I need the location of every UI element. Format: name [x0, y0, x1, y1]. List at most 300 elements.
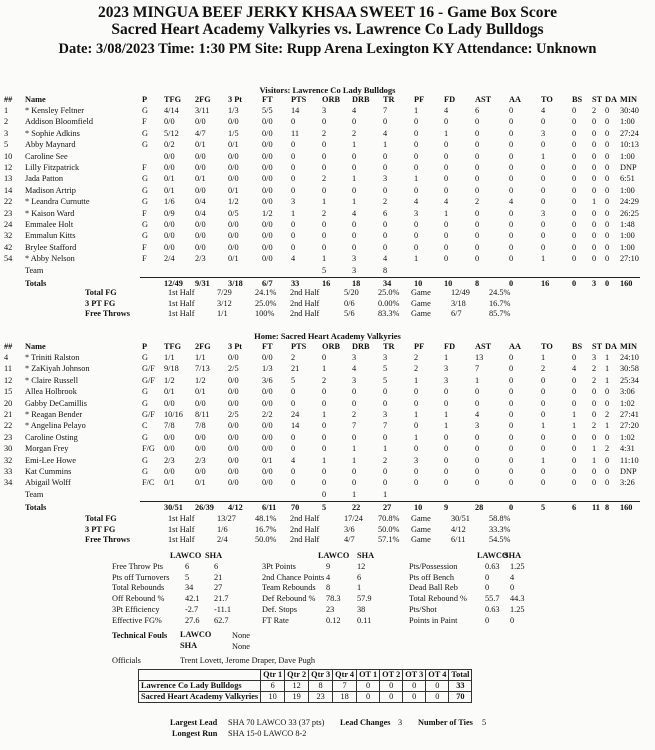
visitors-row-12-aa: 0 [509, 231, 514, 241]
visitors-row-1-drb: 4 [352, 106, 357, 115]
column-header-2fg: 2FG [195, 95, 211, 104]
home-row-13-name: Team [25, 489, 44, 499]
home-row-10-pos: G [142, 455, 148, 465]
team-stat-lawco-value: 8 [326, 583, 331, 593]
visitors-split-3-5: 5/6 [344, 309, 355, 318]
home-split-2-5: 3/6 [344, 524, 355, 534]
visitors-row-11-pf: 0 [414, 220, 419, 229]
home-row-8-name: Caroline Osting [25, 432, 78, 442]
home-row-3-tr: 5 [383, 375, 388, 385]
visitors-row-9-pf: 4 [414, 197, 419, 207]
visitors-row-12-st: 0 [592, 231, 597, 241]
visitors-totals-3pt: 3/18 [228, 279, 243, 288]
home-row-6-orb: 1 [322, 410, 327, 419]
visitors-row-4-tfg: 0/2 [164, 140, 175, 150]
visitors-row-4-3pt: 0/1 [228, 140, 239, 150]
visitors-row-5-fd: 0 [444, 151, 449, 161]
visitors-row-7-pos: G [142, 174, 148, 184]
visitors-row-11-num: 24 [4, 220, 13, 229]
team-stat-lawco-value: 9 [326, 562, 331, 571]
score-cell: 7 [333, 681, 357, 692]
visitors-row-14-drb: 3 [352, 254, 357, 264]
home-row-8-bs: 0 [572, 432, 577, 442]
visitors-row-12-tr: 0 [383, 231, 388, 241]
visitors-row-1-num: 1 [4, 106, 9, 115]
home-row-11-fd: 0 [444, 467, 449, 476]
home-row-9-min: 4:31 [620, 444, 635, 454]
home-row-11-aa: 0 [509, 467, 514, 476]
home-row-6-to: 0 [541, 410, 546, 419]
visitors-row-6-st: 0 [592, 163, 597, 172]
visitors-row-3-tr: 4 [383, 128, 388, 138]
home-row-3-pts: 5 [291, 375, 296, 385]
home-row-3-3pt: 0/0 [228, 375, 239, 385]
visitors-row-13-name: Brylee Stafford [25, 242, 77, 252]
home-row-9-ast: 0 [475, 444, 480, 454]
visitors-row-9-drb: 1 [352, 197, 357, 207]
home-row-8-st: 0 [592, 432, 597, 442]
score-cell: 0 [426, 681, 449, 692]
home-totals-da: 8 [605, 503, 610, 513]
visitors-row-13-aa: 0 [509, 242, 514, 252]
home-totals-min: 160 [620, 503, 633, 513]
home-row-12-name: Abigail Wolff [25, 478, 71, 488]
visitors-row-2-pos: F [142, 117, 147, 127]
home-row-3-num: 12 [4, 375, 13, 385]
visitors-row-6-name: Lilly Fitzpatrick [25, 163, 80, 172]
home-split-2-6: 50.0% [378, 524, 400, 534]
visitors-split-3-3: 100% [255, 309, 275, 318]
visitors-row-5-tr: 0 [383, 151, 388, 161]
score-cell: Qtr 4 [333, 670, 357, 681]
home-row-4-pf: 0 [414, 387, 419, 397]
visitors-row-4-st: 0 [592, 140, 597, 150]
visitors-row-6-tfg: 0/0 [164, 163, 175, 172]
visitors-row-4-orb: 0 [322, 140, 327, 150]
home-totals-name: Totals [25, 503, 47, 513]
home-row-3-name: * Claire Russell [25, 375, 79, 385]
visitors-row-12-orb: 0 [322, 231, 327, 241]
team-stat-sha-value: 27 [214, 583, 223, 593]
visitors-row-9-fd: 4 [444, 197, 449, 207]
visitors-row-11-drb: 0 [352, 220, 357, 229]
visitors-row-3-name: * Sophie Adkins [25, 128, 80, 138]
visitors-shooting-splits [0, 288, 655, 320]
visitors-row-6-bs: 0 [572, 163, 577, 172]
visitors-split-3-6: 83.3% [378, 309, 400, 318]
visitors-row-8-fd: 0 [444, 185, 449, 195]
team-stat-sha-value: -11.1 [214, 604, 231, 614]
home-row-4-fd: 0 [444, 387, 449, 397]
visitors-row-2-orb: 0 [322, 117, 327, 127]
column-header-st: ST [592, 95, 603, 104]
visitors-row-13-ft: 0/0 [262, 242, 273, 252]
visitors-row-1-pf: 1 [414, 106, 419, 115]
quarter-row [139, 681, 472, 692]
visitors-row-10-3pt: 0/5 [228, 208, 239, 218]
team-stat-sha-value: 21 [214, 572, 223, 582]
team-stats-head-1-2: SHA [205, 551, 223, 560]
home-row-5-3pt: 0/0 [228, 398, 239, 408]
home-row-2-ft: 1/3 [262, 364, 273, 374]
home-totals-st: 11 [592, 503, 600, 513]
visitors-row-5-bs: 0 [572, 151, 577, 161]
home-row-1-tr: 3 [383, 353, 388, 362]
visitors-row-10-to: 3 [541, 208, 546, 218]
home-row-2-st: 2 [592, 364, 597, 374]
home-row-10-name: Emi-Lee Howe [25, 455, 76, 465]
column-header-st: ST [592, 342, 603, 351]
team-stats-head-1-1: LAWCO [170, 551, 202, 560]
visitors-row-7-pf: 1 [414, 174, 419, 184]
home-row-6-pos: G/F [142, 410, 155, 419]
home-row-5-st: 0 [592, 398, 597, 408]
visitors-row-3-to: 3 [541, 128, 546, 138]
visitors-row-10-aa: 0 [509, 208, 514, 218]
home-row-11-num: 33 [4, 467, 13, 476]
home-stats-table [0, 342, 655, 512]
visitors-row-4-fd: 0 [444, 140, 449, 150]
visitors-row-8-drb: 0 [352, 185, 357, 195]
home-split-3-5: 4/7 [344, 535, 355, 544]
visitors-row-5-to: 1 [541, 151, 546, 161]
home-row-8-num: 23 [4, 432, 13, 442]
column-header-tfg: TFG [164, 95, 182, 104]
visitors-row-9-num: 22 [4, 197, 13, 207]
team-stat-sha-value: 21.7 [214, 594, 229, 604]
visitors-row-4-pos: G [142, 140, 148, 150]
visitors-row-10-tr: 6 [383, 208, 388, 218]
home-row-10-tfg: 2/3 [164, 455, 175, 465]
visitors-row-6-tr: 0 [383, 163, 388, 172]
visitors-row-1-ft: 5/5 [262, 106, 273, 115]
home-row-1-pf: 2 [414, 353, 419, 362]
home-row-9-ft: 0/0 [262, 444, 273, 454]
home-totals-to: 5 [541, 503, 546, 513]
home-row-5-orb: 0 [322, 398, 327, 408]
column-header-pf: PF [414, 342, 425, 351]
team-stat-lawco-value: 23 [326, 604, 335, 614]
visitors-split-3-9: 85.7% [489, 309, 511, 318]
column-header-tfg: TFG [164, 342, 182, 351]
home-row-13-drb: 1 [352, 489, 357, 499]
team-stat-label: Team Rebounds [262, 583, 316, 593]
visitors-row-5-ast: 0 [475, 151, 480, 161]
home-row-3-aa: 0 [509, 375, 514, 385]
technical-fouls-sha-value: None [232, 642, 250, 651]
visitors-row-14-3pt: 0/1 [228, 254, 239, 264]
visitors-row-11-fd: 0 [444, 220, 449, 229]
home-row-10-bs: 0 [572, 455, 577, 465]
lead-changes-value: 3 [398, 718, 403, 727]
home-row-5-aa: 0 [509, 398, 514, 408]
home-row-4-3pt: 0/0 [228, 387, 239, 397]
visitors-split-1-0: Total FG [85, 288, 117, 297]
visitors-row-3-pf: 0 [414, 128, 419, 138]
team-stat-label: FT Rate [262, 615, 289, 625]
score-cell: 12 [285, 681, 309, 692]
visitors-row-9-da: 0 [605, 197, 610, 207]
team-stat-label: Def Rebound % [262, 594, 316, 604]
home-row-3-tfg: 1/2 [164, 375, 175, 385]
page-title: 2023 MINGUA BEEF JERKY KHSAA SWEET 16 - Game Box Score [97, 4, 557, 21]
visitors-row-13-to: 0 [541, 242, 546, 252]
home-row-11-drb: 0 [352, 467, 357, 476]
home-row-4-2fg: 0/1 [195, 387, 206, 397]
home-row-11-2fg: 0/0 [195, 467, 206, 476]
home-row-5-da: 0 [605, 398, 610, 408]
home-row-9-orb: 0 [322, 444, 327, 454]
visitors-row-2-to: 0 [541, 117, 546, 127]
home-row-1-min: 24:10 [620, 353, 639, 362]
visitors-row-14-pf: 1 [414, 254, 419, 264]
technical-fouls-lawco-label: LAWCO [180, 630, 212, 639]
visitors-row-14-tfg: 2/4 [164, 254, 175, 264]
home-split-3-2: 2/4 [217, 535, 228, 544]
visitors-row-15-drb: 3 [352, 265, 357, 275]
team-stat-label: Effective FG% [112, 615, 162, 625]
home-row-9-drb: 1 [352, 444, 357, 454]
home-row-11-name: Kat Cummins [25, 467, 72, 476]
column-header-2fg: 2FG [195, 342, 211, 351]
visitors-row-4-pts: 0 [291, 140, 296, 150]
visitors-row-12-pts: 0 [291, 231, 296, 241]
visitors-totals-tfg: 12/49 [164, 279, 183, 288]
visitors-totals-aa: 0 [509, 279, 514, 288]
column-header-ft: FT [262, 342, 273, 351]
visitors-split-3-0: Free Throws [85, 309, 130, 318]
visitors-row-10-bs: 0 [572, 208, 577, 218]
visitors-totals-2fg: 9/31 [195, 279, 210, 288]
visitors-row-7-da: 0 [605, 174, 610, 184]
visitors-row-8-name: Madison Artrip [25, 185, 76, 195]
home-row-11-tr: 0 [383, 467, 388, 476]
largest-lead-value: SHA 70 LAWCO 33 (37 pts) [228, 718, 325, 727]
visitors-row-13-2fg: 0/0 [195, 242, 206, 252]
home-split-1-7: Game [411, 514, 431, 523]
visitors-totals-tr: 34 [383, 279, 392, 288]
visitors-row-1-ast: 6 [475, 106, 480, 115]
visitors-totals-st: 3 [592, 279, 597, 288]
home-row-1-orb: 0 [322, 353, 327, 362]
visitors-row-7-min: 6:51 [620, 174, 635, 184]
team-stat-lawco-value: 0.63 [485, 604, 500, 614]
column-header-ft: FT [262, 95, 273, 104]
home-row-6-min: 27:41 [620, 410, 639, 419]
home-split-1-3: 48.1% [255, 514, 277, 523]
column-header-fd: FD [444, 95, 456, 104]
home-row-6-aa: 0 [509, 410, 514, 419]
score-cell: Qtr 3 [309, 670, 333, 681]
quarter-row [139, 692, 472, 703]
visitors-row-14-tr: 4 [383, 254, 388, 264]
home-row-12-bs: 0 [572, 478, 577, 488]
visitors-row-12-name: Emmalun Kitts [25, 231, 76, 241]
home-row-4-aa: 0 [509, 387, 514, 397]
visitors-row-8-3pt: 0/1 [228, 185, 239, 195]
visitors-totals-da: 0 [605, 279, 610, 288]
visitors-row-9-orb: 1 [322, 197, 327, 207]
home-row-9-da: 2 [605, 444, 610, 454]
visitors-row-3-pts: 11 [291, 128, 299, 138]
home-row-7-drb: 7 [352, 421, 357, 431]
home-totals-3pt: 4/12 [228, 503, 243, 513]
visitors-row-13-orb: 0 [322, 242, 327, 252]
totals-rule [140, 501, 640, 502]
home-split-1-6: 70.8% [378, 514, 400, 523]
home-row-8-min: 1:02 [620, 432, 635, 442]
home-row-3-drb: 3 [352, 375, 357, 385]
game-info: Date: 3/08/2023 Time: 1:30 PM Site: Rupp Arena Lexington KY Attendance: Unknown [58, 41, 597, 57]
visitors-split-1-7: Game [411, 288, 431, 297]
visitors-row-3-orb: 2 [322, 128, 327, 138]
column-header-name: Name [25, 95, 46, 104]
visitors-split-1-2: 7/29 [217, 288, 232, 297]
column-header-3pt: 3 Pt [228, 95, 243, 104]
home-row-2-to: 2 [541, 364, 546, 374]
visitors-row-2-da: 0 [605, 117, 610, 127]
column-header-fd: FD [444, 342, 456, 351]
visitors-row-6-num: 12 [4, 163, 13, 172]
visitors-totals-drb: 18 [352, 279, 361, 288]
home-row-10-3pt: 0/0 [228, 455, 239, 465]
visitors-row-9-bs: 0 [572, 197, 577, 207]
visitors-row-9-to: 0 [541, 197, 546, 207]
visitors-row-10-st: 0 [592, 208, 597, 218]
visitors-row-3-st: 0 [592, 128, 597, 138]
home-row-7-num: 22 [4, 421, 13, 431]
visitors-row-9-ast: 2 [475, 197, 480, 207]
visitors-row-1-name: * Kensley Feltner [25, 106, 84, 115]
home-row-1-st: 3 [592, 353, 597, 362]
home-split-1-5: 17/24 [344, 514, 363, 523]
visitors-row-7-2fg: 0/1 [195, 174, 206, 184]
visitors-row-6-orb: 0 [322, 163, 327, 172]
visitors-row-2-tfg: 0/0 [164, 117, 175, 127]
home-row-7-ft: 0/0 [262, 421, 273, 431]
visitors-row-4-aa: 0 [509, 140, 514, 150]
visitors-row-15-orb: 5 [322, 265, 327, 275]
visitors-row-1-st: 2 [592, 106, 597, 115]
home-shooting-splits [0, 514, 655, 546]
team-stat-lawco-value: 34 [185, 583, 194, 593]
home-row-10-fd: 0 [444, 455, 449, 465]
home-row-8-drb: 0 [352, 432, 357, 442]
visitors-row-12-num: 32 [4, 231, 13, 241]
home-split-3-8: 6/11 [451, 535, 466, 544]
team-stat-label: 3Pt Efficiency [112, 604, 160, 614]
visitors-row-8-st: 0 [592, 185, 597, 195]
visitors-row-5-drb: 0 [352, 151, 357, 161]
team-stat-lawco-value: 27.6 [185, 615, 200, 625]
visitors-row-3-ft: 0/0 [262, 128, 273, 138]
home-split-1-9: 58.8% [489, 514, 511, 523]
home-row-7-2fg: 7/8 [195, 421, 206, 431]
home-row-3-min: 25:34 [620, 375, 639, 385]
home-row-3-bs: 0 [572, 375, 577, 385]
home-row-4-name: Allea Holbrook [25, 387, 77, 397]
home-row-1-pos: G [142, 353, 148, 362]
home-row-8-to: 0 [541, 432, 546, 442]
home-row-11-st: 0 [592, 467, 597, 476]
visitors-row-4-2fg: 0/1 [195, 140, 206, 150]
home-row-7-min: 27:20 [620, 421, 639, 431]
technical-fouls-lawco-value: None [232, 631, 250, 640]
home-row-5-num: 20 [4, 398, 13, 408]
number-of-ties-value: 5 [482, 718, 487, 727]
home-row-11-3pt: 0/0 [228, 467, 239, 476]
visitors-row-10-pf: 3 [414, 208, 419, 218]
home-row-5-pts: 0 [291, 398, 296, 408]
home-row-7-pos: C [142, 421, 148, 431]
column-header-ast: AST [475, 342, 492, 351]
visitors-row-14-fd: 0 [444, 254, 449, 264]
visitors-row-11-ast: 0 [475, 220, 480, 229]
visitors-row-7-name: Jada Patton [25, 174, 64, 184]
visitors-row-12-2fg: 0/0 [195, 231, 206, 241]
visitors-row-3-drb: 2 [352, 128, 357, 138]
visitors-row-13-da: 0 [605, 242, 610, 252]
visitors-totals-bs: 0 [572, 279, 577, 288]
home-row-12-ast: 0 [475, 478, 480, 488]
home-row-7-3pt: 0/0 [228, 421, 239, 431]
home-row-11-bs: 0 [572, 467, 577, 476]
home-row-7-tfg: 7/8 [164, 421, 175, 431]
home-row-11-min: DNP [620, 467, 637, 476]
home-row-10-ast: 0 [475, 455, 480, 465]
visitors-row-8-ft: 0/0 [262, 185, 273, 195]
team-stat-label: Points in Paint [409, 615, 458, 625]
visitors-row-3-min: 27:24 [620, 128, 639, 138]
column-header-num: ## [4, 95, 13, 104]
home-row-1-pts: 2 [291, 353, 296, 362]
home-row-2-tfg: 9/18 [164, 364, 179, 374]
home-row-2-da: 1 [605, 364, 610, 374]
home-row-4-drb: 0 [352, 387, 357, 397]
column-header-da: DA [605, 342, 617, 351]
visitors-row-11-bs: 0 [572, 220, 577, 229]
team-stat-lawco-value: 6 [185, 562, 190, 571]
home-row-3-da: 1 [605, 375, 610, 385]
home-totals-drb: 22 [352, 503, 361, 513]
visitors-row-4-min: 10:13 [620, 140, 639, 150]
home-row-11-pf: 0 [414, 467, 419, 476]
home-row-10-drb: 1 [352, 455, 357, 465]
home-row-9-pts: 0 [291, 444, 296, 454]
team-stat-lawco-value: 0.63 [485, 562, 500, 571]
visitors-row-5-orb: 0 [322, 151, 327, 161]
visitors-row-6-fd: 0 [444, 163, 449, 172]
visitors-row-2-ast: 0 [475, 117, 480, 127]
visitors-split-1-4: 2nd Half [290, 288, 320, 297]
team-stat-sha-value: 6 [214, 562, 219, 571]
home-split-2-7: Game [411, 524, 431, 534]
home-row-4-st: 0 [592, 387, 597, 397]
score-cell: 0 [403, 692, 426, 703]
column-header-aa: AA [509, 95, 521, 104]
visitors-row-7-num: 13 [4, 174, 13, 184]
visitors-row-7-tr: 3 [383, 174, 388, 184]
home-row-10-num: 32 [4, 455, 13, 465]
visitors-row-13-tfg: 0/0 [164, 242, 175, 252]
visitors-row-14-pos: F [142, 254, 147, 264]
visitors-row-12-drb: 0 [352, 231, 357, 241]
visitors-row-10-num: 23 [4, 208, 13, 218]
visitors-row-12-bs: 0 [572, 231, 577, 241]
home-row-10-da: 0 [605, 455, 610, 465]
home-row-6-pf: 1 [414, 410, 419, 419]
visitors-row-12-fd: 0 [444, 231, 449, 241]
